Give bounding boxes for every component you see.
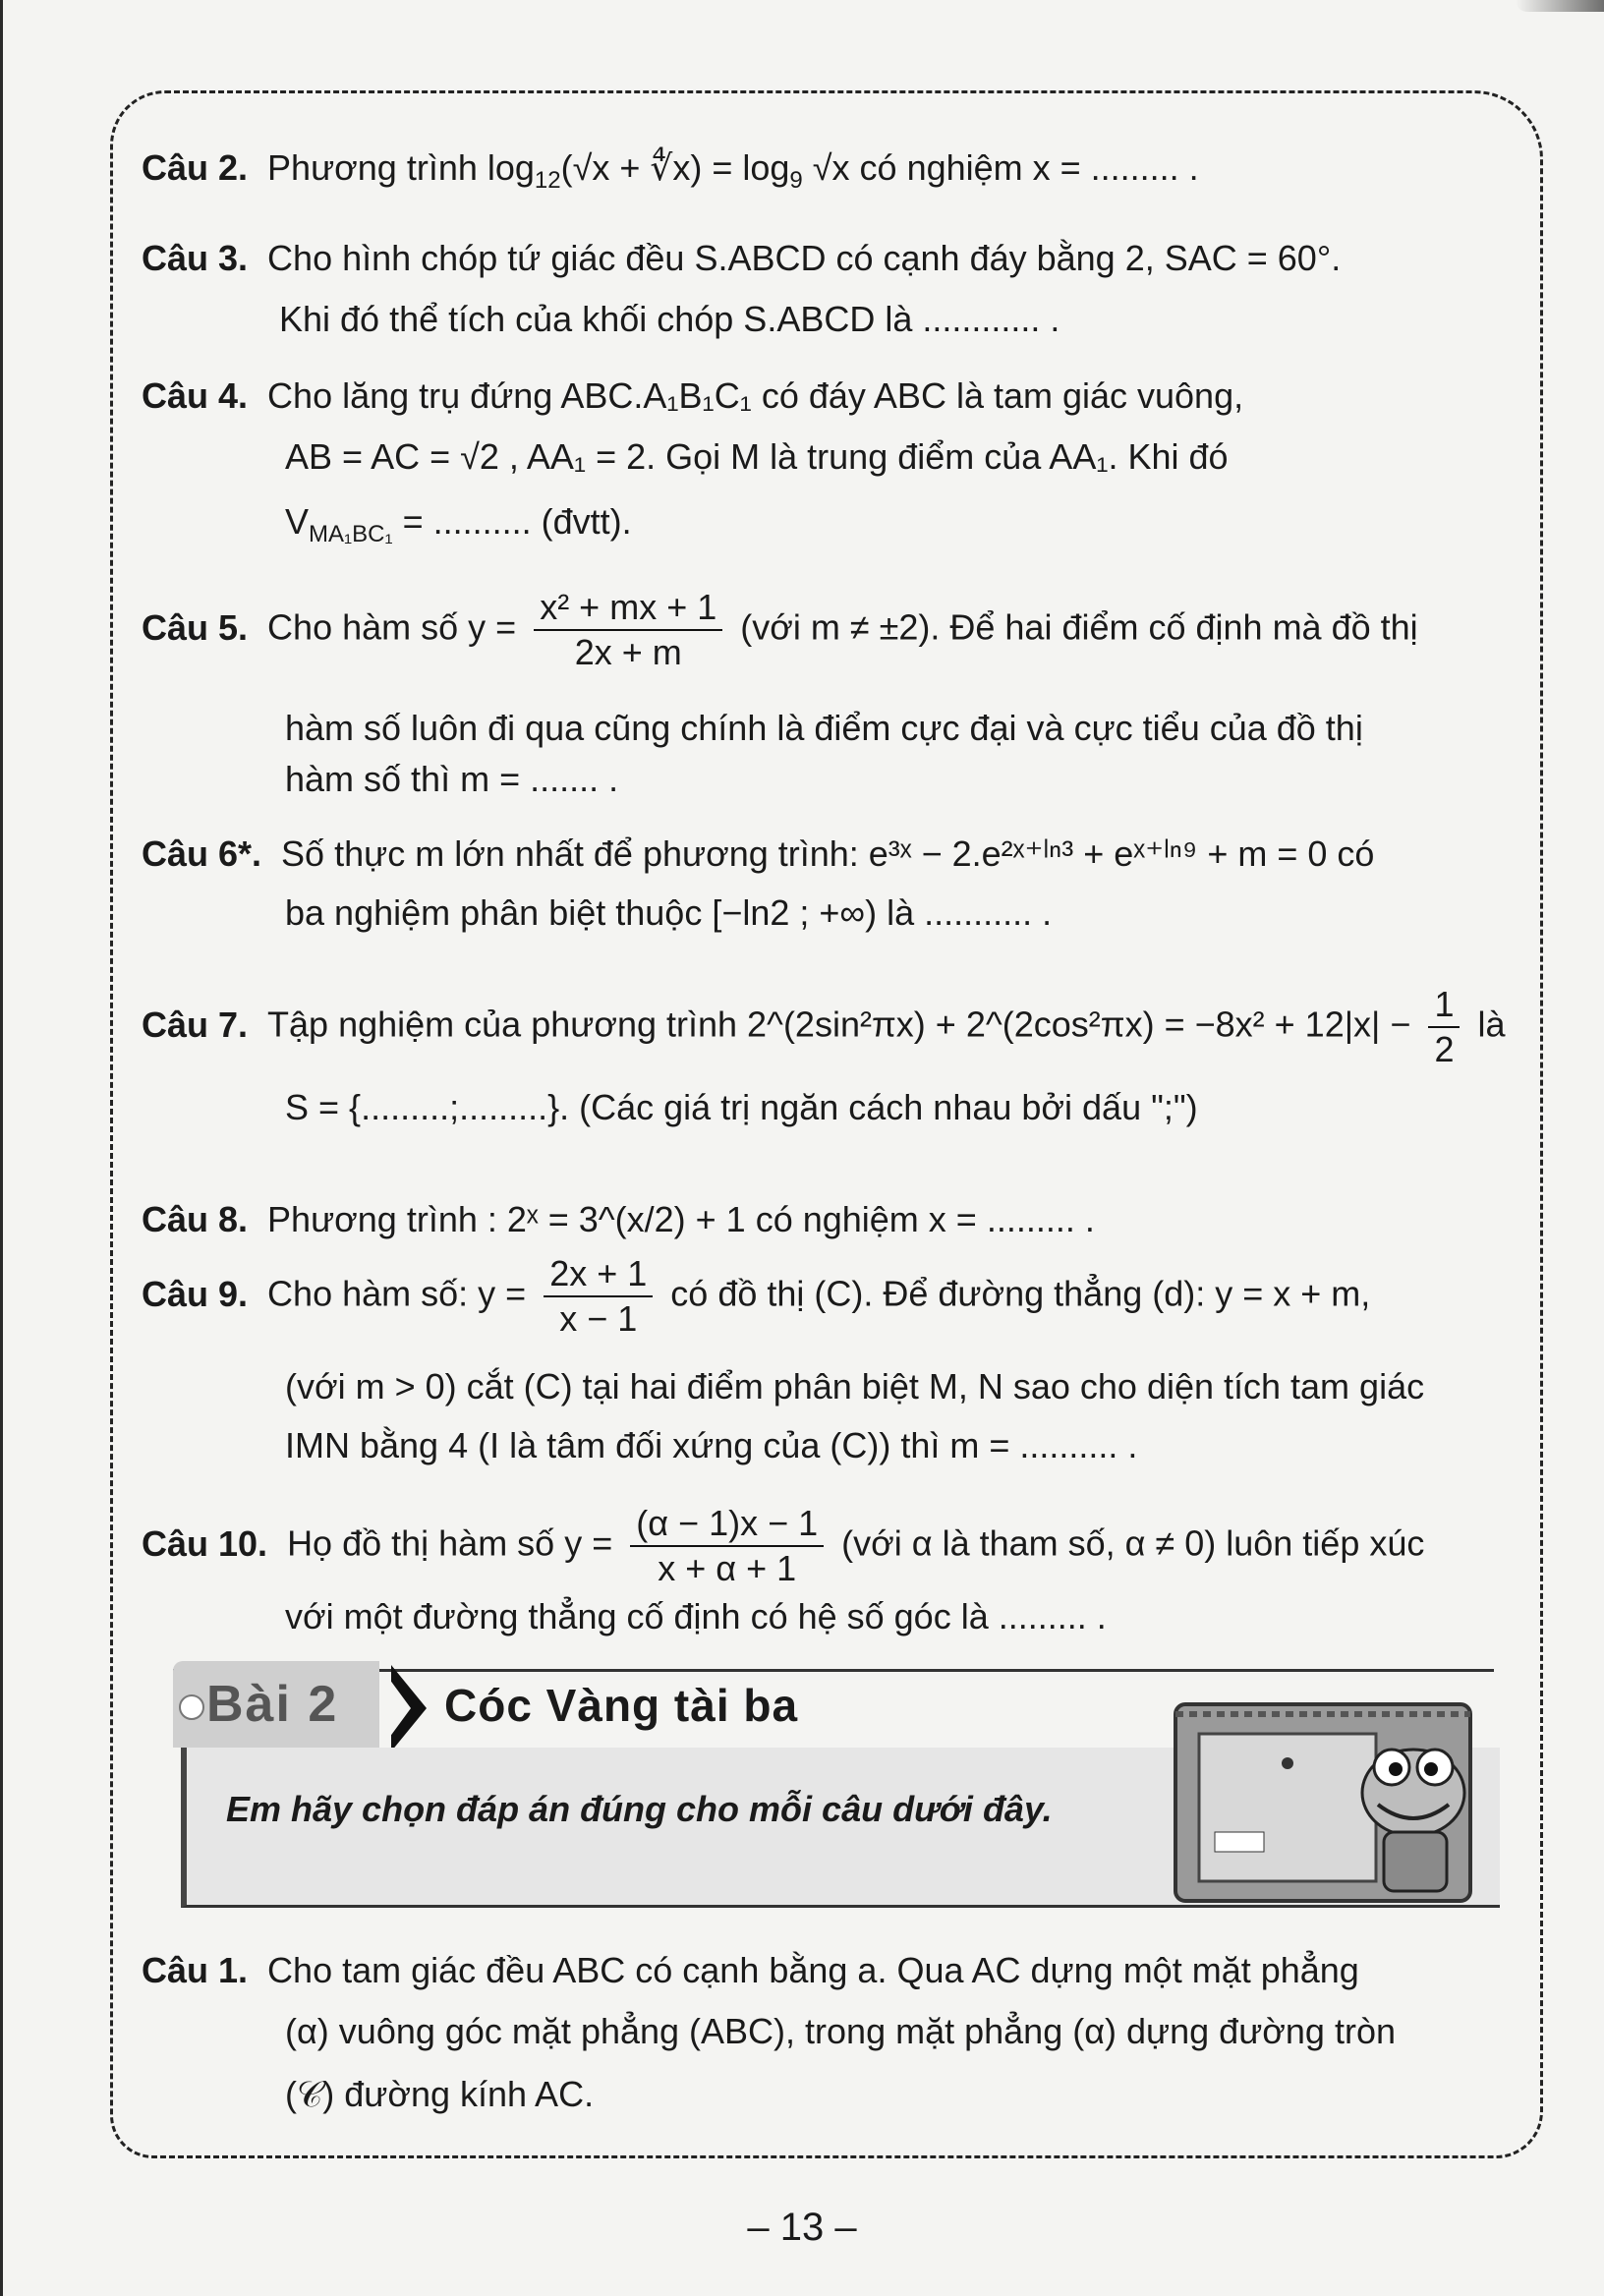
q5-fraction [534, 586, 722, 674]
q7-post: là [1477, 1004, 1506, 1045]
q4-line3-post: = .......... (đvtt). [392, 501, 632, 542]
q7-denominator: 2 [1434, 1029, 1455, 1069]
q10-pre: Họ đồ thị hàm số y = [287, 1522, 613, 1564]
q4-volume-sub: MA₁BC₁ [309, 521, 393, 548]
q10-post: (với α là tham số, α ≠ 0) luôn tiếp xúc [841, 1522, 1425, 1564]
question-label: Câu 10. [142, 1522, 268, 1564]
question-label: Câu 1. [142, 1950, 249, 1990]
q2-base1: 12 [534, 167, 561, 195]
q4-line1: Cho lăng trụ đứng ABC.A₁B₁C₁ có đáy ABC là tam giác vuông, [267, 375, 1244, 416]
q2-base2: 9 [789, 167, 803, 195]
page-corner-shadow [1516, 0, 1604, 12]
c1-line1: Cho tam giác đều ABC có cạnh bằng a. Qua AC dựng một mặt phẳng [267, 1950, 1359, 1990]
question-10 [142, 1502, 1518, 1590]
page-number: – 13 – [747, 2206, 857, 2249]
question-7-line2: S = {.........;.........}. (Các giá trị ngăn cách nhau bởi dấu ";") [285, 1087, 1198, 1127]
binding-edge [0, 0, 3, 2296]
q6-line1: Số thực m lớn nhất để phương trình: e³ˣ − 2.e²ˣ⁺ˡⁿ³ + eˣ⁺ˡⁿ⁹ + m = 0 có [281, 833, 1375, 874]
question-7 [142, 983, 1518, 1071]
q10-denominator: x + α + 1 [658, 1548, 797, 1588]
section-number: Bài 2 [206, 1676, 339, 1733]
q5-post: (với m ≠ ±2). Để hai điểm cố định mà đồ thị [740, 606, 1418, 648]
question-label: Câu 5. [142, 606, 249, 648]
question-5 [142, 586, 1518, 674]
q2-mid: (√x + ∜x) = log [560, 147, 790, 188]
q10-fraction [630, 1502, 824, 1590]
q3-line1: Cho hình chóp tứ giác đều S.ABCD có cạnh đáy bằng 2, SAC = 60°. [267, 238, 1342, 278]
question-9-line3: IMN bằng 4 (I là tâm đối xứng của (C)) thì m = .......... . [285, 1425, 1138, 1465]
q9-post: có đồ thị (C). Để đường thẳng (d): y = x + m, [670, 1273, 1371, 1314]
q7-fraction [1428, 983, 1460, 1071]
q2-pre: Phương trình log [267, 147, 535, 188]
question-label: Câu 3. [142, 238, 249, 278]
question-4-line2: AB = AC = √2 , AA₁ = 2. Gọi M là trung điểm của AA₁. Khi đó [285, 436, 1229, 477]
q5-pre: Cho hàm số y = [267, 606, 517, 648]
q9-pre: Cho hàm số: y = [267, 1273, 527, 1314]
section-title: Cóc Vàng tài ba [444, 1680, 799, 1731]
frog-mascot-illustration [1156, 1685, 1494, 1909]
chevron-inner [389, 1679, 411, 1738]
question-1-line3: (𝒞) đường kính AC. [285, 2074, 595, 2114]
q2-post: √x có nghiệm x = ......... . [812, 147, 1199, 188]
q5-numerator: x² + mx + 1 [534, 586, 722, 631]
q10-numerator: (α − 1)x − 1 [630, 1502, 824, 1547]
question-5-line2: hàm số luôn đi qua cũng chính là điểm cực đại và cực tiểu của đồ thị [285, 708, 1363, 748]
question-1 [142, 1940, 1518, 2001]
question-9-line2: (với m > 0) cắt (C) tại hai điểm phân biệt M, N sao cho diện tích tam giác [285, 1366, 1425, 1406]
question-4 [142, 366, 1518, 427]
question-label: Câu 4. [142, 375, 249, 416]
question-label: Câu 9. [142, 1273, 249, 1314]
question-6 [142, 824, 1518, 885]
question-label: Câu 7. [142, 1004, 249, 1045]
question-1-line2: (α) vuông góc mặt phẳng (ABC), trong mặt phẳng (α) dựng đường tròn [285, 2011, 1396, 2051]
question-4-line3 [285, 491, 1514, 565]
q5-denominator: 2x + m [574, 632, 682, 672]
question-10-line2: với một đường thẳng cố định có hệ số góc là ......... . [285, 1596, 1107, 1636]
instruction-text: Em hãy chọn đáp án đúng cho mỗi câu dưới đây. [226, 1789, 1053, 1829]
question-5-line3: hàm số thì m = ....... . [285, 759, 619, 799]
question-3-line2: Khi đó thể tích của khối chóp S.ABCD là ............ . [279, 299, 1060, 339]
question-6-line2: ba nghiệm phân biệt thuộc [−ln2 ; +∞) là ........... . [285, 892, 1053, 933]
q7-numerator: 1 [1428, 983, 1460, 1028]
question-label: Câu 8. [142, 1199, 249, 1239]
question-9 [142, 1252, 1518, 1341]
question-label: Câu 6*. [142, 833, 262, 874]
q9-numerator: 2x + 1 [544, 1252, 653, 1297]
bullet-icon [179, 1694, 204, 1720]
question-3 [142, 228, 1518, 289]
q9-fraction [544, 1252, 653, 1341]
question-8 [142, 1189, 1518, 1250]
q8-text: Phương trình : 2ˣ = 3^(x/2) + 1 có nghiệm x = ......... . [267, 1199, 1095, 1239]
question-label: Câu 2. [142, 147, 249, 188]
q9-denominator: x − 1 [559, 1298, 638, 1339]
q7-pre: Tập nghiệm của phương trình 2^(2sin²πx) + 2^(2cos²πx) = −8x² + 12|x| − [267, 1004, 1411, 1045]
q4-volume-symbol: V [285, 501, 310, 542]
section-banner [173, 1661, 1494, 1909]
question-2 [142, 138, 1518, 211]
